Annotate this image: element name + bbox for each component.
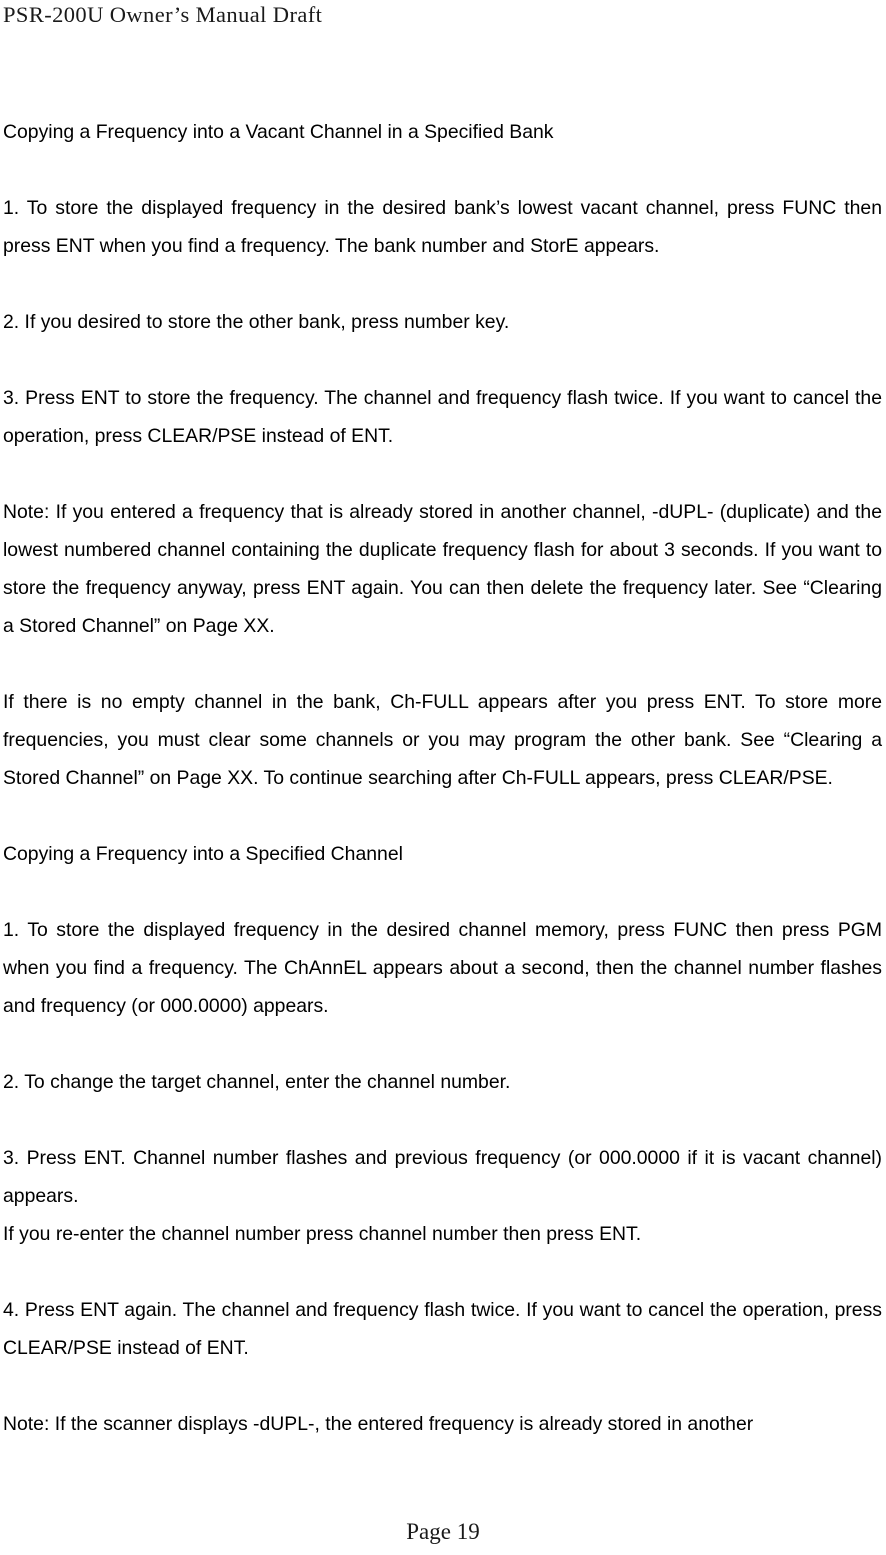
section-heading-vacant-bank: Copying a Frequency into a Vacant Channel in a Specified Bank xyxy=(3,121,554,143)
note-duplicate-frequency: Note: If you entered a frequency that is already stored in another channel, -dUPL- (duplicate) and the lowest numbered channel containing the duplicate frequency flash for about 3 seconds. If you want to store the frequency anyway, press ENT again. You can then delete the frequency later. See “Clearing a Stored Channel” on Page XX. xyxy=(3,501,882,637)
page-number-footer: Page 19 xyxy=(406,1519,480,1544)
note-duplicate-specified-channel: Note: If the scanner displays -dUPL-, the entered frequency is already stored in another xyxy=(3,1413,754,1435)
section-heading-specified-channel: Copying a Frequency into a Specified Channel xyxy=(3,843,403,865)
step-4-specified-channel: 4. Press ENT again. The channel and frequency flash twice. If you want to cancel the operation, press CLEAR/PSE instead of ENT. xyxy=(3,1299,882,1359)
running-header: PSR-200U Owner’s Manual Draft xyxy=(3,2,323,27)
step-3-specified-channel: 3. Press ENT. Channel number flashes and previous frequency (or 000.0000 if it is vacant channel) appears. xyxy=(3,1147,882,1207)
step-2-vacant-bank: 2. If you desired to store the other bank, press number key. xyxy=(3,311,510,333)
step-3-reenter-note: If you re-enter the channel number press channel number then press ENT. xyxy=(3,1223,642,1245)
body-column xyxy=(3,113,882,1443)
step-1-specified-channel: 1. To store the displayed frequency in the desired channel memory, press FUNC then press PGM when you find a frequency. The ChAnnEL appears about a second, then the channel number flashes and frequency (or 000.0000) appears. xyxy=(3,919,882,1017)
step-2-specified-channel: 2. To change the target channel, enter the channel number. xyxy=(3,1071,511,1093)
note-channel-full: If there is no empty channel in the bank, Ch-FULL appears after you press ENT. To store more frequencies, you must clear some channels or you may program the other bank. See “Clearing a Stored Channel” on Page XX. To continue searching after Ch-FULL appears, press CLEAR/PSE. xyxy=(3,691,882,789)
step-3-vacant-bank: 3. Press ENT to store the frequency. The channel and frequency flash twice. If you want to cancel the operation, press CLEAR/PSE instead of ENT. xyxy=(3,387,882,447)
step-1-vacant-bank: 1. To store the displayed frequency in the desired bank’s lowest vacant channel, press FUNC then press ENT when you find a frequency. The bank number and StorE appears. xyxy=(3,197,882,257)
